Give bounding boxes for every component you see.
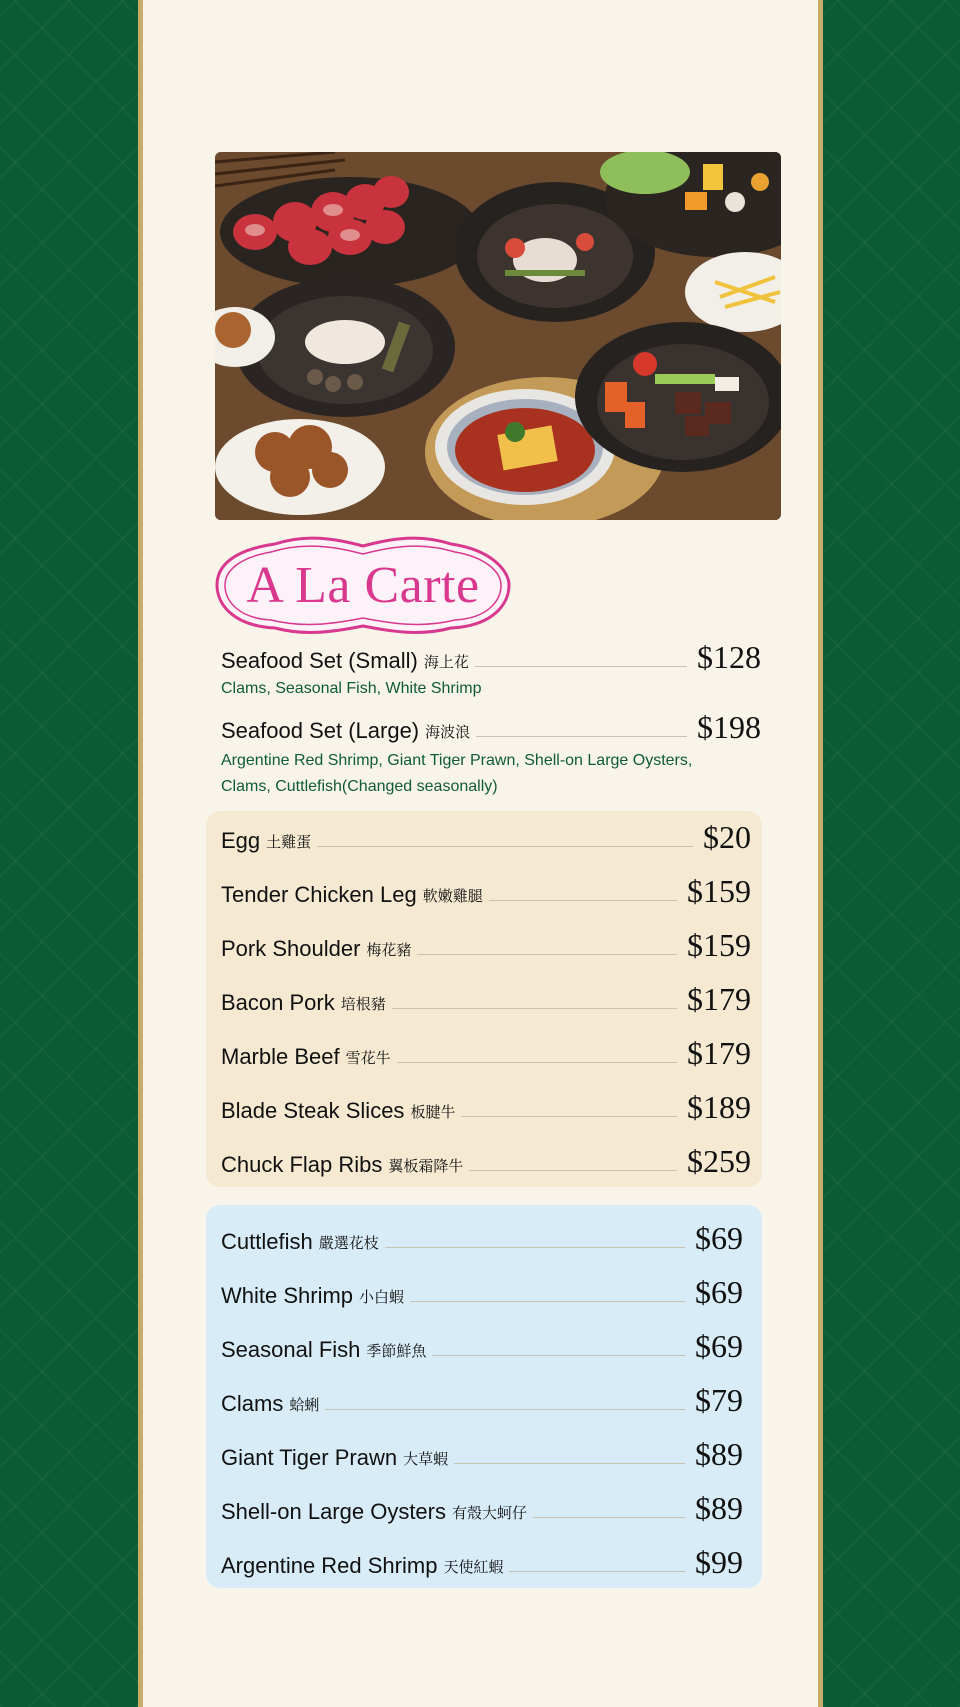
dot-leader <box>410 1301 685 1302</box>
item-name: Bacon Pork <box>221 990 335 1015</box>
item-chinese-name: 海波浪 <box>425 724 471 741</box>
item-chinese-name: 嚴選花枝 <box>318 1235 379 1252</box>
menu-item <box>221 982 751 1016</box>
menu-item-seafood-set-small <box>221 640 761 674</box>
item-price: $198 <box>697 709 761 745</box>
menu-item-seafood-set-large <box>221 710 761 744</box>
item-name: Shell-on Large Oysters <box>221 1499 446 1524</box>
menu-item <box>221 1221 743 1255</box>
item-name: Giant Tiger Prawn <box>221 1445 398 1470</box>
section-title-badge <box>213 532 513 638</box>
item-name: Pork Shoulder <box>221 936 361 961</box>
item-chinese-name: 蛤蜊 <box>289 1397 320 1414</box>
item-name: Blade Steak Slices <box>221 1098 405 1123</box>
item-chinese-name: 培根豬 <box>340 996 386 1013</box>
item-name: Seasonal Fish <box>221 1337 361 1362</box>
dot-leader <box>432 1355 685 1356</box>
item-price: $69 <box>695 1274 743 1310</box>
item-chinese-name: 大草蝦 <box>403 1451 449 1468</box>
seafood-items-panel <box>206 1205 762 1588</box>
item-price: $259 <box>687 1143 751 1179</box>
menu-item <box>221 874 751 908</box>
item-chinese-name: 海上花 <box>423 654 469 671</box>
item-name: Seafood Set (Large) <box>221 718 420 743</box>
item-chinese-name: 小白蝦 <box>359 1289 405 1306</box>
item-price: $20 <box>703 819 751 855</box>
item-name: Seafood Set (Small) <box>221 648 418 673</box>
item-chinese-name: 軟嫩雞腿 <box>422 888 483 905</box>
item-price: $128 <box>697 639 761 675</box>
dot-leader <box>454 1463 685 1464</box>
dot-leader <box>392 1008 677 1009</box>
item-price: $69 <box>695 1220 743 1256</box>
menu-item <box>221 1545 743 1579</box>
item-description: Clams, Cuttlefish(Changed seasonally) <box>221 778 498 795</box>
item-price: $179 <box>687 981 751 1017</box>
dot-leader <box>417 954 677 955</box>
item-name: Argentine Red Shrimp <box>221 1553 438 1578</box>
menu-item <box>221 1144 751 1178</box>
item-name: White Shrimp <box>221 1283 354 1308</box>
dot-leader <box>475 666 687 667</box>
dot-leader <box>469 1170 677 1171</box>
section-title: A La Carte <box>246 556 480 614</box>
item-chinese-name: 天使紅蝦 <box>443 1559 504 1576</box>
dot-leader <box>461 1116 677 1117</box>
menu-item <box>221 1090 751 1124</box>
item-description: Clams, Seasonal Fish, White Shrimp <box>221 680 482 697</box>
item-chinese-name: 土雞蛋 <box>266 834 312 851</box>
item-price: $89 <box>695 1490 743 1526</box>
menu-page <box>138 0 823 1707</box>
dot-leader <box>317 846 693 847</box>
dot-leader <box>476 736 687 737</box>
item-price: $189 <box>687 1089 751 1125</box>
item-price: $159 <box>687 927 751 963</box>
menu-item <box>221 1036 751 1070</box>
item-price: $179 <box>687 1035 751 1071</box>
item-name: Chuck Flap Ribs <box>221 1152 383 1177</box>
item-name: Clams <box>221 1391 284 1416</box>
item-name: Marble Beef <box>221 1044 340 1069</box>
dot-leader <box>489 900 677 901</box>
menu-item <box>221 1437 743 1471</box>
item-chinese-name: 翼板霜降牛 <box>388 1158 464 1175</box>
right-green-border <box>823 0 960 1707</box>
food-photo <box>215 152 781 520</box>
item-chinese-name: 季節鮮魚 <box>366 1343 427 1360</box>
item-description: Argentine Red Shrimp, Giant Tiger Prawn, Shell-on Large Oysters, <box>221 752 693 769</box>
item-chinese-name: 梅花豬 <box>366 942 412 959</box>
meat-items-panel <box>206 811 762 1187</box>
menu-item <box>221 1491 743 1525</box>
item-chinese-name: 有殼大蚵仔 <box>452 1505 528 1522</box>
dot-leader <box>509 1571 685 1572</box>
dot-leader <box>385 1247 685 1248</box>
menu-item <box>221 1275 743 1309</box>
menu-item <box>221 1383 743 1417</box>
item-price: $159 <box>687 873 751 909</box>
item-name: Egg <box>221 828 261 853</box>
item-chinese-name: 板腱牛 <box>410 1104 456 1121</box>
item-price: $89 <box>695 1436 743 1472</box>
menu-item <box>221 1329 743 1363</box>
item-name: Cuttlefish <box>221 1229 313 1254</box>
item-name: Tender Chicken Leg <box>221 882 417 907</box>
left-green-border <box>0 0 138 1707</box>
dot-leader <box>533 1517 685 1518</box>
item-chinese-name: 雪花牛 <box>345 1050 391 1067</box>
item-price: $69 <box>695 1328 743 1364</box>
item-price: $99 <box>695 1544 743 1580</box>
menu-item <box>221 928 751 962</box>
item-price: $79 <box>695 1382 743 1418</box>
dot-leader <box>397 1062 677 1063</box>
menu-item <box>221 820 751 854</box>
dot-leader <box>325 1409 685 1410</box>
